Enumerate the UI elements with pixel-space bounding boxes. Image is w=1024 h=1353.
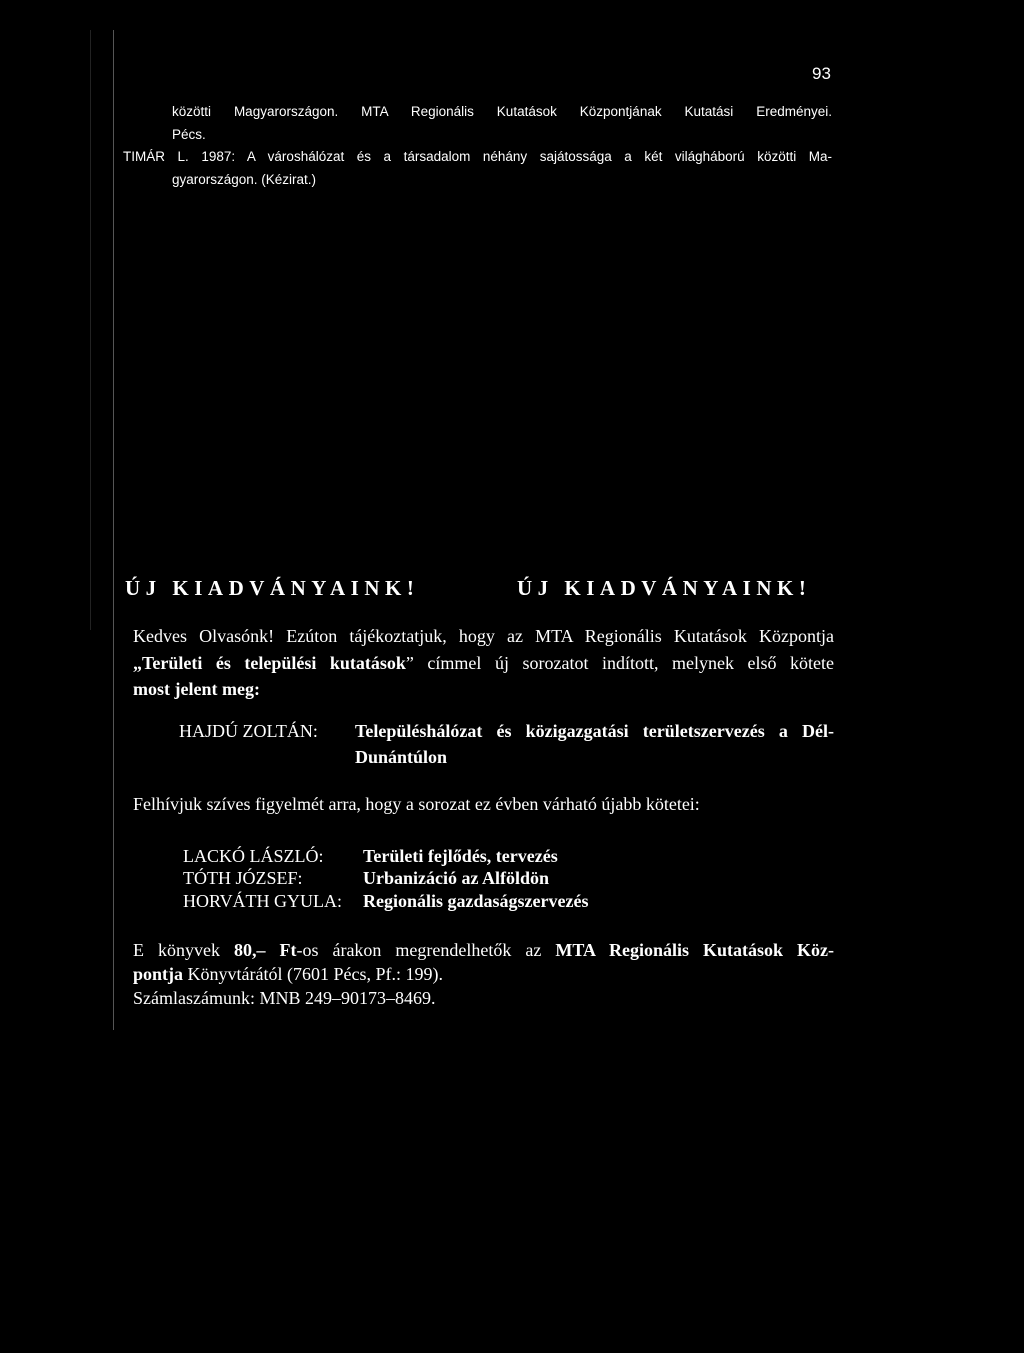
- intro-text: Kedves Olvasónk! Ezúton tájékoztatjuk, hogy az MTA Regionális Kutatások Központja: [133, 626, 834, 646]
- book-title: Területi fejlődés, tervezés: [363, 846, 558, 866]
- author: LACKÓ LÁSZLÓ:: [183, 846, 324, 866]
- book-title: Dunántúlon: [355, 747, 448, 767]
- reference-line: TIMÁR L. 1987: A városhálózat és a társadalom néhány sajátossága a két világháború közötti Ma-: [123, 149, 832, 164]
- author: HORVÁTH GYULA:: [183, 891, 343, 911]
- intro-text: most jelent meg:: [133, 679, 260, 699]
- reference-line: Pécs.: [172, 127, 206, 142]
- order-text: E könyvek 80,– Ft-os árakon megrendelhetők az MTA Regionális Kutatások Köz-: [133, 940, 835, 960]
- author: TÓTH JÓZSEF:: [183, 868, 303, 888]
- heading: ÚJ KIADVÁNYAINK!: [517, 576, 812, 600]
- series-title: Területi és települési kutatások: [142, 653, 406, 673]
- account-number: Számlaszámunk: MNB 249–90173–8469.: [133, 988, 436, 1008]
- upcoming-intro: Felhívjuk szíves figyelmét arra, hogy a sorozat ez évben várható újabb kötetei:: [133, 794, 700, 814]
- author: HAJDÚ ZOLTÁN:: [179, 721, 318, 741]
- page-number: 93: [812, 64, 831, 83]
- order-text: pontja Könyvtárától (7601 Pécs, Pf.: 199).: [133, 964, 443, 984]
- book-title: Településhálózat és közigazgatási területszervezés a Dél-: [355, 721, 834, 741]
- reference-line: gyarországon. (Kézirat.): [172, 172, 317, 187]
- scan-edge-line: [113, 30, 114, 1030]
- scan-edge-line: [90, 30, 91, 630]
- book-title: Regionális gazdaságszervezés: [363, 891, 589, 911]
- book-title: Urbanizáció az Alföldön: [363, 868, 550, 888]
- reference-line: közötti Magyarországon. MTA Regionális Kutatások Központjának Kutatási Eredményei.: [172, 104, 832, 119]
- intro-text: „Területi és települési kutatások” címmel új sorozatot indított, melynek első kötete: [133, 653, 834, 673]
- heading: ÚJ KIADVÁNYAINK!: [125, 576, 420, 600]
